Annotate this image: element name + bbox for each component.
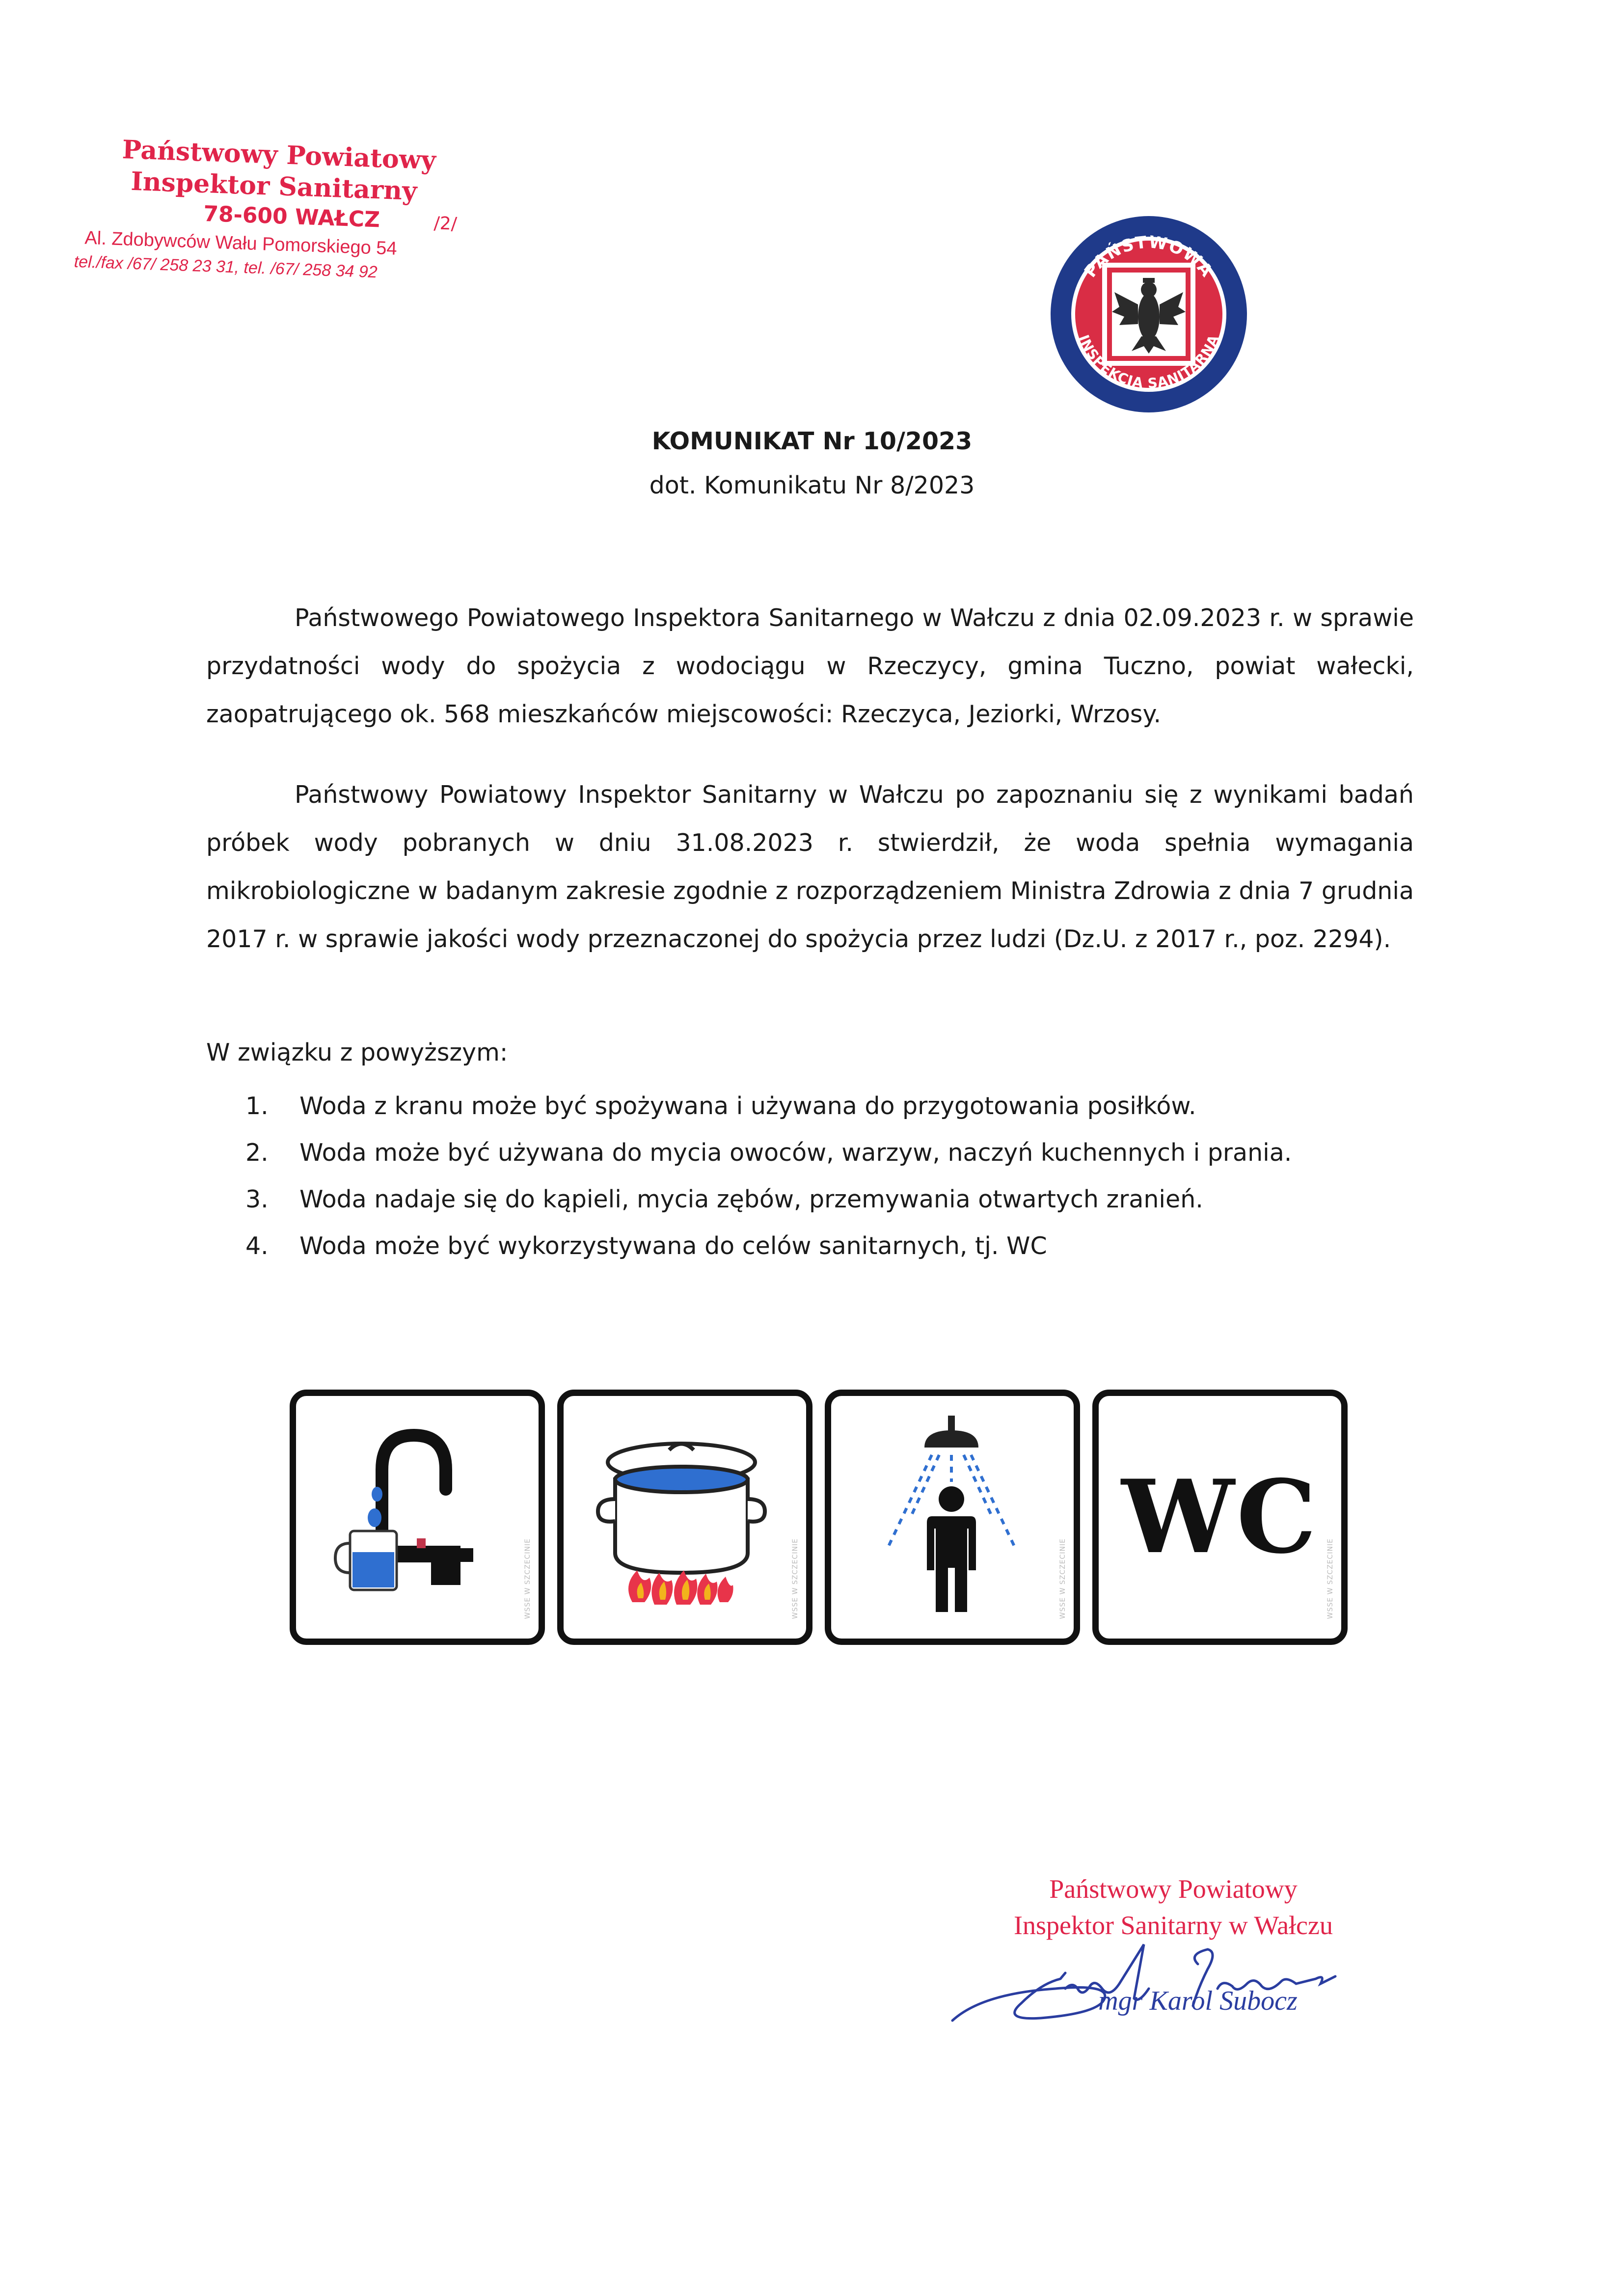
handwritten-signature-icon	[943, 1915, 1384, 2043]
watermark: WSSE W SZCZECINIE	[524, 1538, 532, 1619]
paragraph-1	[206, 594, 1414, 738]
list-item	[245, 1223, 1292, 1269]
recommendations-list	[245, 1083, 1292, 1269]
list-item	[245, 1129, 1292, 1176]
watermark: WSSE W SZCZECINIE	[791, 1538, 799, 1619]
list-item-number: 1.	[245, 1092, 269, 1120]
cooking-pot-icon	[564, 1396, 806, 1639]
list-lead: W związku z powyższym:	[206, 1039, 508, 1066]
tap-water-drinking-icon	[296, 1396, 539, 1639]
list-item	[245, 1176, 1292, 1223]
signature-line-1: Państwowy Powiatowy	[1049, 1874, 1298, 1904]
wc-icon: WC	[1121, 1458, 1319, 1576]
paragraph-2	[206, 771, 1414, 963]
pictogram-row	[290, 1390, 1350, 1674]
wc-tile	[1092, 1390, 1348, 1645]
stamp-line-5: tel./fax /67/ 258 23 31, tel. /67/ 258 34 92	[74, 252, 378, 282]
list-item-number: 3.	[245, 1185, 269, 1213]
document-subtitle: dot. Komunikatu Nr 8/2023	[649, 471, 975, 499]
list-item-text: Woda nadaje się do kąpieli, mycia zębów, przemywania otwartych zranień.	[299, 1185, 1203, 1213]
signature-line-2: Inspektor Sanitarny w Wałczu	[1014, 1911, 1333, 1940]
list-item-text: Woda może być używana do mycia owoców, warzyw, naczyń kuchennych i prania.	[299, 1139, 1292, 1167]
list-item-text: Woda może być wykorzystywana do celów sanitarnych, tj. WC	[299, 1232, 1047, 1260]
paragraph-2-text: Państwowy Powiatowy Inspektor Sanitarny w Wałczu po zapoznaniu się z wynikami badań próbek wody pobranych w dniu 31.08.2023 r. stwierdził, że woda spełnia wymagania mikrobiologiczne w badanym zakresie zgodnie z rozporządzeniem Ministra Zdrowia z dnia 7 grudnia 2017 r. w sprawie jakości wody przeznaczonej do spożycia przez ludzi (Dz.U. z 2017 r., poz. 2294).	[206, 781, 1414, 953]
stamp-line-1: Państwowy Powiatowy	[121, 135, 436, 176]
office-stamp	[72, 133, 481, 323]
signatory-name: mgr Karol Subocz	[1098, 1986, 1298, 2016]
watermark: WSSE W SZCZECINIE	[1059, 1538, 1067, 1619]
tap-water-drinking-tile	[290, 1390, 545, 1645]
list-item-number: 2.	[245, 1139, 269, 1167]
stamp-line-4: Al. Zdobywców Wału Pomorskiego 54	[84, 227, 398, 259]
watermark: WSSE W SZCZECINIE	[1326, 1538, 1334, 1619]
cooking-pot-tile	[557, 1390, 812, 1645]
document-title: KOMUNIKAT Nr 10/2023	[651, 427, 973, 455]
stamp-line-2: Inspektor Sanitarny	[130, 166, 418, 207]
shower-icon	[831, 1396, 1074, 1639]
emblem-bottom-text: INSPEKCJA SANITARNA	[1075, 332, 1222, 392]
stamp-postcode: 78-600 WAŁCZ	[203, 201, 380, 233]
list-item	[245, 1083, 1292, 1129]
emblem-top-text: PAŃSTWOWA	[1081, 232, 1217, 281]
list-item-number: 4.	[245, 1232, 269, 1260]
shower-tile	[825, 1390, 1080, 1645]
list-item-text: Woda z kranu może być spożywana i używana do przygotowania posiłków.	[299, 1092, 1196, 1120]
paragraph-1-text: Państwowego Powiatowego Inspektora Sanitarnego w Wałczu z dnia 02.09.2023 r. w sprawie przydatności wody do spożycia z wodociągu w Rzeczycy, gmina Tuczno, powiat wałecki, zaopatrującego ok. 568 mieszkańców miejscowości: Rzeczyca, Jeziorki, Wrzosy.	[206, 604, 1414, 728]
stamp-line-3-suffix: /2/	[433, 213, 458, 235]
sanitary-inspection-emblem-icon	[1046, 211, 1252, 417]
